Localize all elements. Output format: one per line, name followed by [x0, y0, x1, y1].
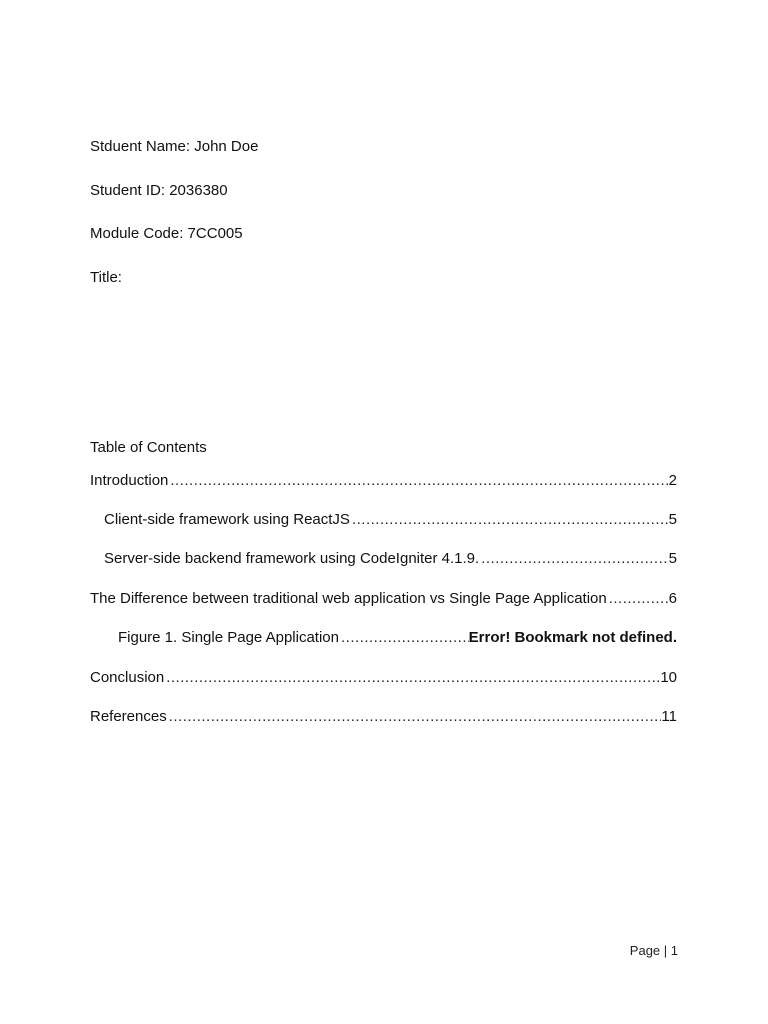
- toc-entry-label: References: [90, 708, 167, 725]
- toc-page-number: 2: [668, 472, 677, 489]
- toc-entry-server-side[interactable]: [104, 549, 677, 569]
- toc-entry-difference[interactable]: [90, 589, 677, 609]
- toc-entry-conclusion[interactable]: [90, 668, 677, 688]
- toc-page-number: 5: [668, 550, 677, 567]
- toc-entry-label: Conclusion: [90, 669, 165, 686]
- toc-page-number: 10: [660, 669, 677, 686]
- toc-entry-label: The Difference between traditional web application vs Single Page Application: [90, 590, 607, 607]
- toc-leader: [607, 589, 669, 609]
- student-id-field: Student ID: 2036380: [90, 182, 228, 199]
- page-number-footer: Page | 1: [629, 943, 678, 958]
- toc-leader: [168, 471, 668, 491]
- toc-leader: [350, 510, 669, 530]
- title-field: Title:: [90, 269, 122, 286]
- toc-entry-introduction[interactable]: [90, 471, 677, 491]
- toc-entry-client-side[interactable]: [104, 510, 677, 530]
- module-code-field: Module Code: 7CC005: [90, 225, 243, 242]
- toc-page-number: 11: [661, 708, 677, 725]
- toc-entry-references[interactable]: [90, 707, 677, 727]
- toc-entry-figure-1[interactable]: [118, 628, 677, 648]
- toc-entry-label: Server-side backend framework using CodeIgniter 4.1.9.: [104, 550, 480, 567]
- toc-bookmark-error: Error! Bookmark not defined.: [468, 629, 677, 646]
- toc-entry-label: Client-side framework using ReactJS: [104, 511, 350, 528]
- toc-leader: [164, 668, 660, 688]
- toc-entry-label: Figure 1. Single Page Application: [118, 629, 339, 646]
- toc-leader: [167, 707, 662, 727]
- toc-page-number: 5: [668, 511, 677, 528]
- toc-leader: [479, 549, 668, 569]
- toc-leader: [339, 628, 469, 648]
- toc-page-number: 6: [668, 590, 677, 607]
- toc-entry-label: Introduction: [90, 472, 169, 489]
- student-name-field: Stduent Name: John Doe: [90, 138, 259, 155]
- toc-heading: Table of Contents: [90, 439, 207, 456]
